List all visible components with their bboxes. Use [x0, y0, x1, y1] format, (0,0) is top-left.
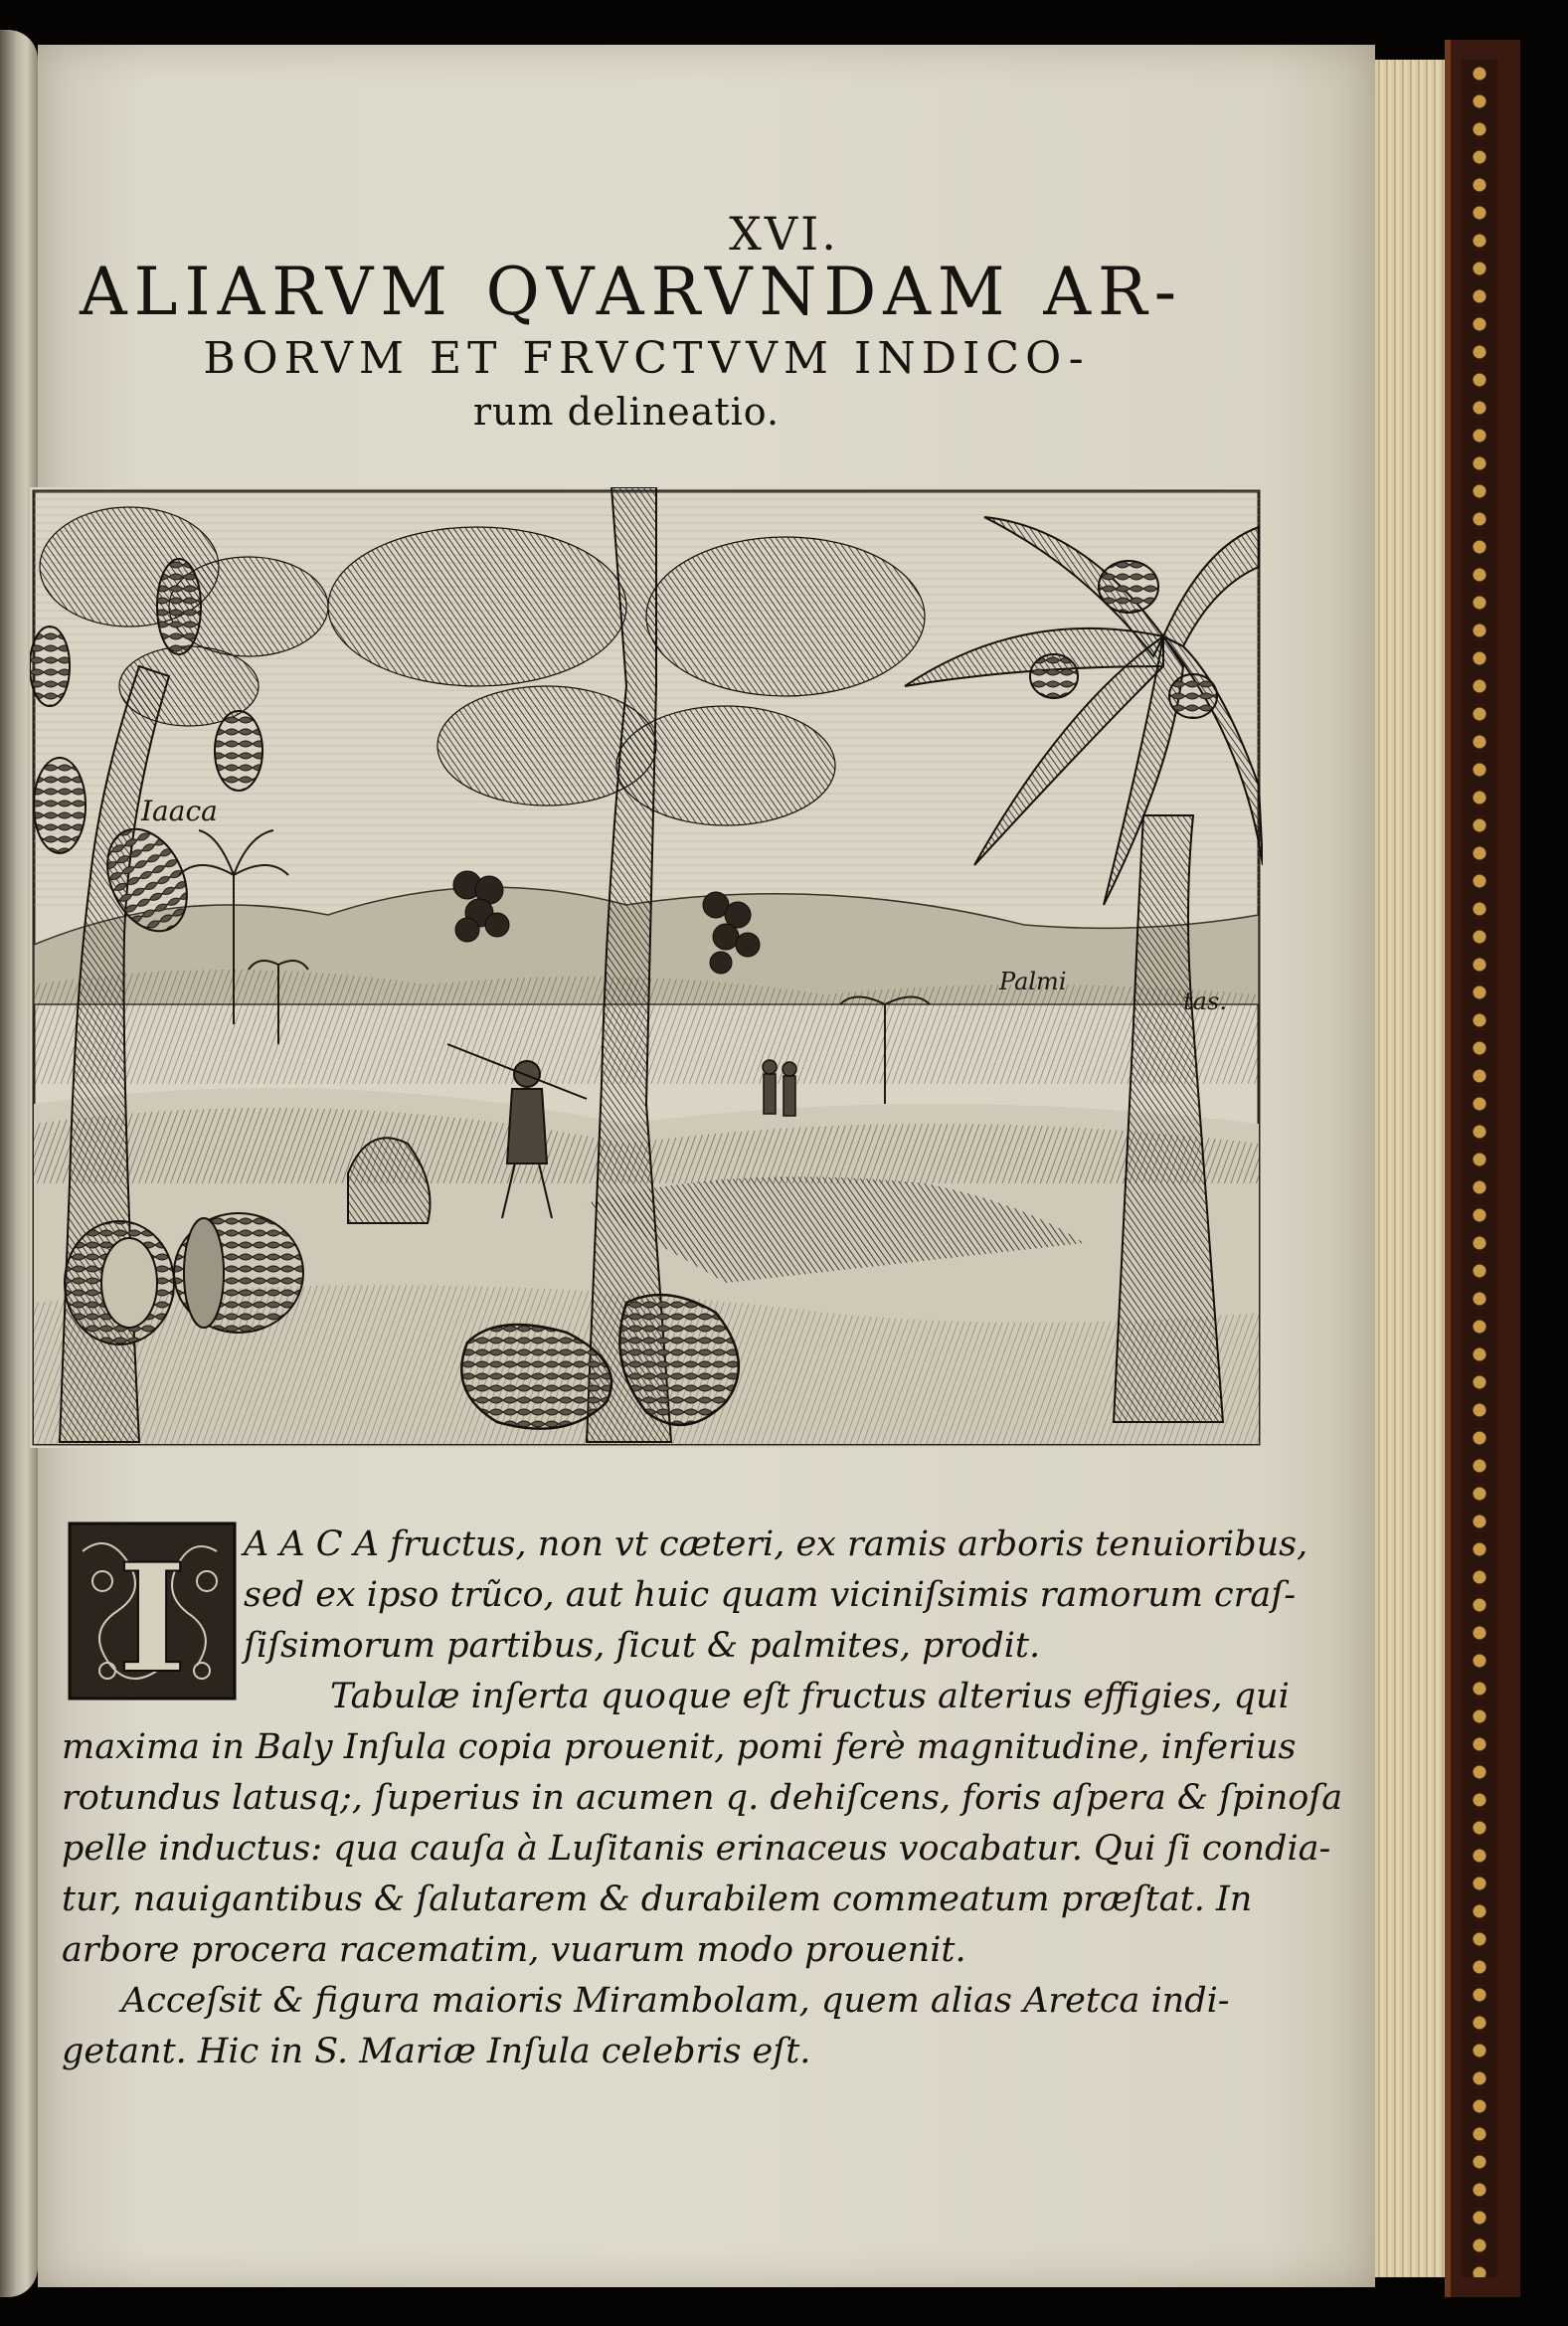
engraving-plate: [30, 487, 1263, 1448]
label-tas: tas.: [1183, 987, 1227, 1015]
text-line: A A C A fructus, non vt cæteri, ex ramis arboris tenuioribus,: [244, 1524, 1308, 1564]
title-line-1: ALIARVM QVARVNDAM AR-: [80, 254, 1183, 330]
initial-letter: I: [116, 1531, 188, 1700]
text-line: pelle inductus: qua cauſa à Luſitanis erinaceus vocabatur. Qui ſi condia-: [62, 1829, 1331, 1869]
text-line: getant. Hic in S. Mariæ Inſula celebris eſt.: [62, 2032, 811, 2071]
body-text: [62, 1520, 1343, 2077]
title-line-3: rum delineatio.: [472, 390, 781, 434]
text-line: sed ex ipso trũco, aut huic quam viciniſsimis ramorum craſ-: [244, 1575, 1297, 1615]
chapter-number: XVI.: [729, 207, 839, 261]
text-line: Acceſsit & figura maioris Mirambolam, quem alias Aretca indi-: [121, 1981, 1230, 2021]
label-palmi: Palmi: [999, 968, 1067, 995]
title-line-2: BORVM ET FRVCTVVM INDICO-: [203, 333, 1090, 384]
text-line: rotundus latusq;, ſuperius in acumen q. dehiſcens, foris aſpera & ſpinoſa: [62, 1778, 1343, 1818]
text-line: maxima in Baly Inſula copia prouenit, pomi ferè magnitudine, inferius: [62, 1727, 1297, 1767]
text-line: Tabulæ inſerta quoque eſt fructus alterius effigies, qui: [330, 1677, 1290, 1716]
engraving-illustration: [30, 487, 1263, 1448]
text-line: ſiſsimorum partibus, ſicut & palmites, prodit.: [244, 1626, 1041, 1666]
text-line: tur, nauigantibus & ſalutarem & durabilem commeatum præſtat. In: [62, 1879, 1253, 1919]
text-line: arbore procera racematim, vuarum modo prouenit.: [62, 1930, 966, 1970]
page-block-edges: [1375, 60, 1445, 2277]
gilt-tooling-border: [1462, 60, 1497, 2277]
label-iaaca: Iaaca: [141, 795, 218, 827]
